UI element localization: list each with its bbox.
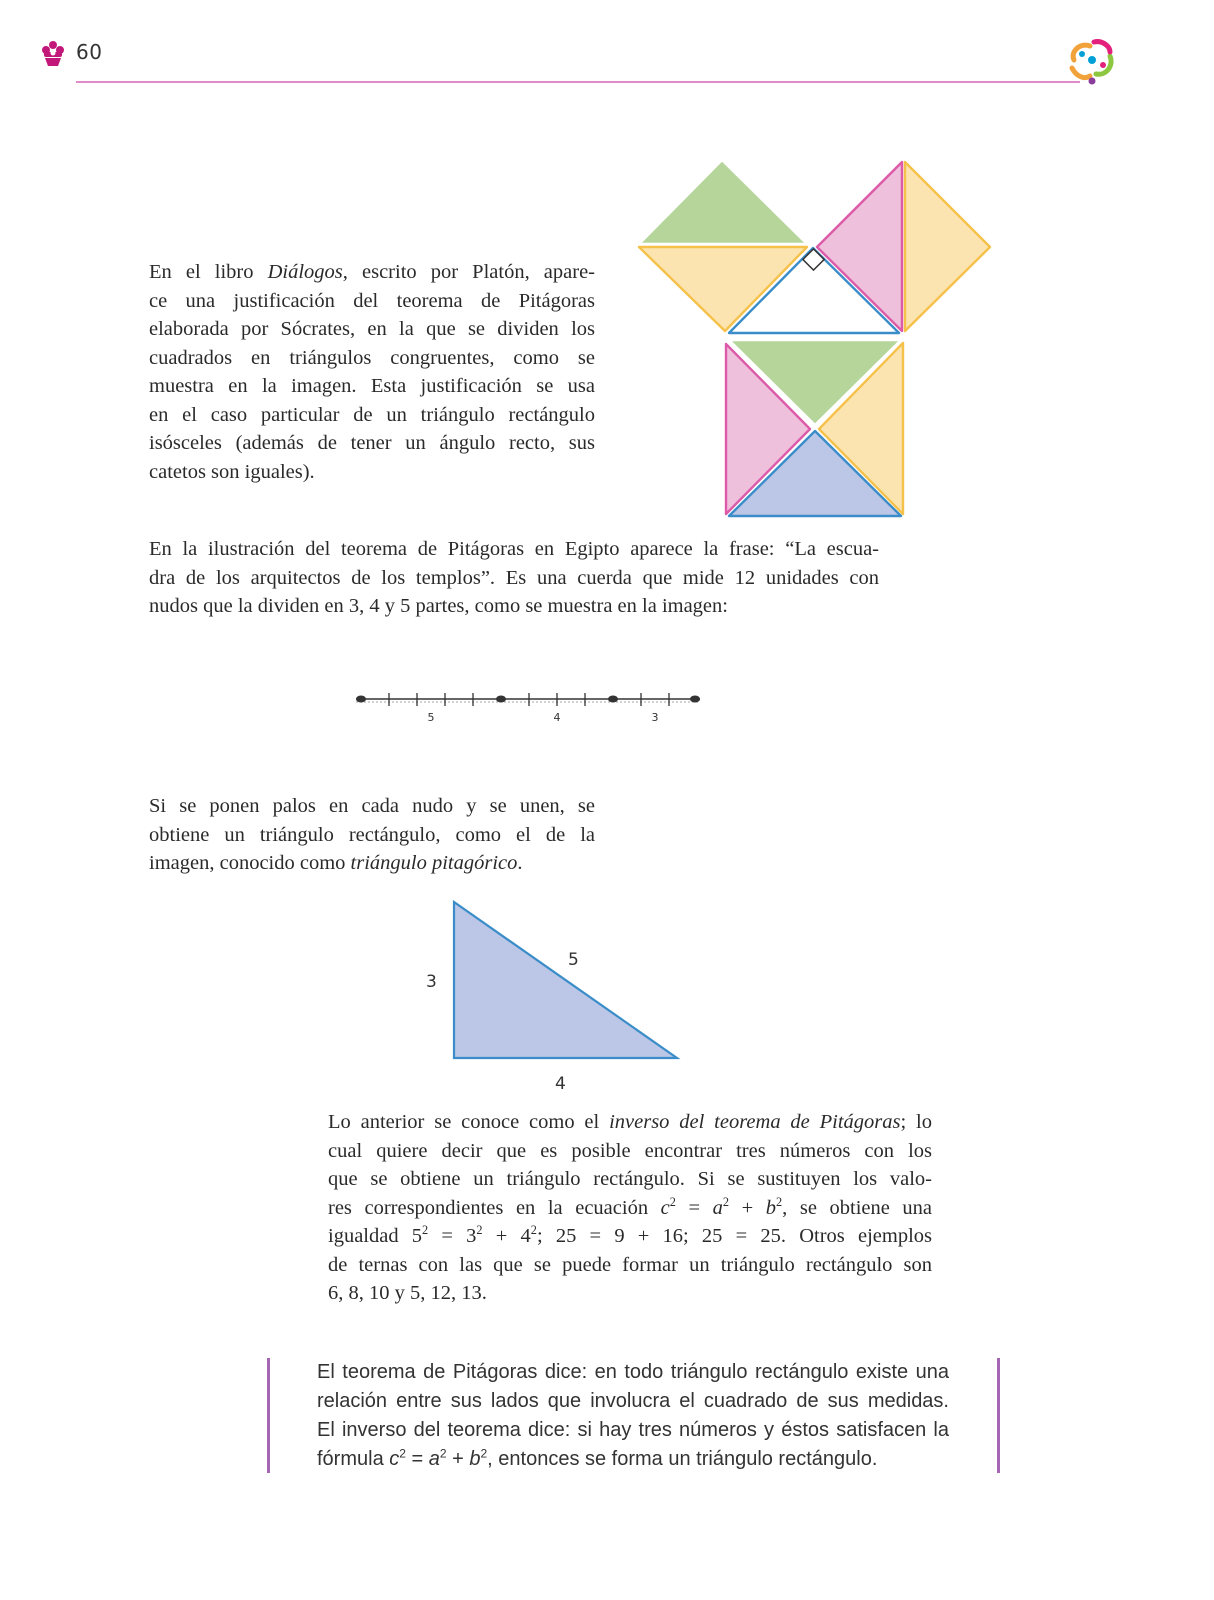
rope-knot xyxy=(690,696,700,703)
socrates-squares-diagram xyxy=(620,150,1010,530)
paragraph-palos xyxy=(149,792,595,878)
rope-label-4: 4 xyxy=(553,711,561,724)
paragraph-line: dra de los arquitectos de los templos”. Es una cuerda que mide 12 unidades con xyxy=(149,566,879,589)
paragraph-line: de ternas con las que se puede formar un triángulo rectángulo son xyxy=(328,1253,932,1276)
rope-knot xyxy=(496,696,506,703)
box-line: El inverso del teorema dice: si hay tres números y éstos satisfacen la xyxy=(317,1419,949,1441)
paragraph-platon xyxy=(149,258,595,486)
paragraph-line: obtiene un triángulo rectángulo, como el de la xyxy=(149,823,595,846)
logo-icon xyxy=(1066,34,1118,86)
paragraph-line: igualdad $5^2 = 3^2 + 4^2$; 25 = 9 + 16; 25 = 25. Otros ejemplos xyxy=(328,1223,932,1247)
header-rule xyxy=(76,81,1080,83)
paragraph-line: Lo anterior se conoce como el inverso del teorema de Pitágoras; lo xyxy=(328,1111,932,1133)
paragraph-inverso xyxy=(328,1108,932,1308)
box-line: El teorema de Pitágoras dice: en todo triángulo rectángulo existe una xyxy=(317,1361,949,1383)
paragraph-line: En el libro Diálogos, escrito por Platón, apare- xyxy=(149,261,595,283)
box-right-bar xyxy=(997,1358,1000,1473)
paragraph-line: imagen, conocido como triángulo pitagórico. xyxy=(149,852,523,874)
triangle-side-c-label: 5 xyxy=(568,950,579,970)
triangle-side-a-label: 3 xyxy=(426,972,437,992)
paragraph-line: isósceles (además de tener un ángulo recto, sus xyxy=(149,432,595,454)
box-line: relación entre sus lados que involucra el cuadrado de sus medidas. xyxy=(317,1390,949,1412)
theorem-summary-box xyxy=(317,1358,949,1474)
paragraph-line: nudos que la dividen en 3, 4 y 5 partes, como se muestra en la imagen: xyxy=(149,595,728,617)
paragraph-line: catetos son iguales). xyxy=(149,460,315,483)
flower-icon xyxy=(40,40,66,68)
paragraph-line: Si se ponen palos en cada nudo y se unen, se xyxy=(149,795,595,817)
page-number: 60 xyxy=(76,40,103,64)
paragraph-line: que se obtiene un triángulo rectángulo. Si se sustituyen los valo- xyxy=(328,1168,932,1190)
box-left-bar xyxy=(267,1358,270,1473)
paragraph-line: en el caso particular de un triángulo rectángulo xyxy=(149,403,595,426)
knotted-rope-diagram xyxy=(350,686,710,726)
triangle-side-b-label: 4 xyxy=(555,1074,566,1094)
paragraph-line: cuadrados en triángulos congruentes, como se xyxy=(149,346,595,369)
paragraph-line: elaborada por Sócrates, en la que se dividen los xyxy=(149,318,595,340)
triangle-green-top xyxy=(639,160,807,244)
rope-label-3: 3 xyxy=(651,711,659,724)
paragraph-line: En la ilustración del teorema de Pitágoras en Egipto aparece la frase: “La escua- xyxy=(149,538,879,560)
rope-knot xyxy=(356,696,366,703)
paragraph-egipto xyxy=(149,535,879,621)
paragraph-line: 6, 8, 10 y 5, 12, 13. xyxy=(328,1282,487,1304)
paragraph-line: cual quiere decir que es posible encontrar tres números con los xyxy=(328,1139,932,1162)
box-line: fórmula $c^2 = a^2 + b^2$, entonces se forma un triángulo rectángulo. xyxy=(317,1446,878,1470)
paragraph-line: muestra en la imagen. Esta justificación se usa xyxy=(149,375,595,397)
paragraph-line: res correspondientes en la ecuación $c^2 = a^2 + b^2$, se obtiene una xyxy=(328,1194,933,1219)
rope-label-5: 5 xyxy=(427,711,435,724)
rope-knot xyxy=(608,696,618,703)
paragraph-line: ce una justificación del teorema de Pitágoras xyxy=(149,289,595,312)
pythagorean-triangle xyxy=(452,900,682,1062)
triangle-yellow-right xyxy=(905,162,990,331)
